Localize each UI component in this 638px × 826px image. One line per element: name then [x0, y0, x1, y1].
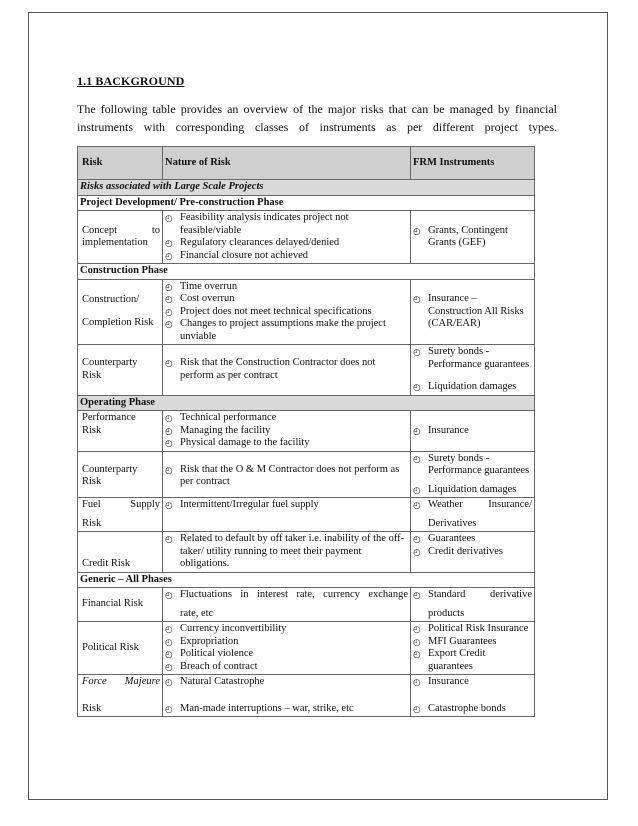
risk-label: Force Majeure [82, 676, 160, 687]
frm-item: Insurance [428, 676, 469, 687]
nature-cell [163, 588, 411, 622]
risk-label: Counterparty [82, 357, 138, 368]
table-row [78, 345, 535, 396]
risk-cell [78, 411, 163, 452]
risk-cell [78, 279, 163, 345]
frm-item: Standard derivative [428, 589, 532, 600]
table-row [78, 411, 535, 452]
risk-label: Performance [82, 412, 136, 423]
clock-bullet-icon: ◴ [413, 225, 421, 236]
intro-line-2: instruments with corresponding classes of instruments as per different project types. [77, 120, 557, 134]
clock-bullet-icon: ◴ [413, 425, 421, 436]
clock-bullet-icon: ◴ [413, 624, 421, 634]
frm-item: Liquidation damages [428, 483, 517, 495]
table-row [78, 532, 535, 573]
nature-item: Changes to project assumptions make the project unviable [180, 318, 386, 342]
phase-construction: Construction Phase [78, 264, 535, 280]
clock-bullet-icon: ◴ [165, 590, 173, 600]
phase-row [78, 195, 535, 211]
risk-cell [78, 345, 163, 396]
table-header-row [78, 147, 535, 180]
table-row [78, 622, 535, 675]
frm-item: Political Risk Insurance [428, 623, 529, 634]
risk-label: Risk [82, 476, 102, 487]
header-nature: Nature of Risk [163, 147, 411, 180]
nature-item: Risk that the Construction Contractor does not perform as per contract [180, 357, 376, 381]
frm-cell [411, 451, 535, 498]
clock-bullet-icon: ◴ [165, 213, 173, 223]
clock-bullet-icon: ◴ [165, 438, 173, 448]
nature-item: Regulatory clearances delayed/denied [180, 237, 340, 248]
clock-bullet-icon: ◴ [413, 546, 421, 557]
nature-item: Natural Catastrophe [180, 676, 265, 687]
nature-item: Currency inconvertibility [180, 623, 287, 634]
clock-bullet-icon: ◴ [165, 425, 173, 436]
nature-cell [163, 451, 411, 498]
nature-cell [163, 675, 411, 717]
clock-bullet-icon: ◴ [165, 677, 173, 687]
frm-item: Surety bonds - Performance guarantees [428, 452, 530, 476]
table-row [78, 498, 535, 532]
clock-bullet-icon: ◴ [165, 294, 173, 304]
nature-item: Man-made interruptions – war, strike, etc [180, 702, 354, 714]
risk-label: Concept to [82, 224, 160, 236]
nature-item: Expropriation [180, 635, 239, 647]
frm-item: MFI Guarantees [428, 635, 497, 647]
nature-item: Project does not meet technical specifications [180, 305, 372, 317]
nature-item: Physical damage to the facility [180, 437, 310, 448]
phase-operating: Operating Phase [78, 395, 535, 411]
clock-bullet-icon: ◴ [165, 238, 173, 248]
frm-cell [411, 532, 535, 573]
nature-cell [163, 498, 411, 532]
phase-row [78, 264, 535, 280]
clock-bullet-icon: ◴ [413, 294, 421, 304]
nature-item: Intermittent/Irregular fuel supply [180, 499, 319, 510]
nature-item: Fluctuations in interest rate, currency exchange [180, 589, 408, 600]
clock-bullet-icon: ◴ [165, 636, 173, 647]
clock-bullet-icon: ◴ [165, 464, 173, 475]
clock-bullet-icon: ◴ [413, 590, 421, 600]
frm-item: Grants, Contingent Grants (GEF) [428, 224, 508, 248]
frm-item: Credit derivatives [428, 545, 503, 557]
frm-cell [411, 345, 535, 396]
nature-item: Time overrun [180, 280, 238, 292]
phase-row [78, 395, 535, 411]
clock-bullet-icon: ◴ [413, 484, 421, 495]
clock-bullet-icon: ◴ [165, 661, 173, 672]
nature-item: Risk that the O & M Contractor does not perform as per contract [180, 463, 400, 487]
risk-cell [78, 675, 163, 717]
risk-label: Risk [82, 424, 102, 436]
table-row [78, 211, 535, 264]
table-row [78, 675, 535, 717]
nature-cell [163, 279, 411, 345]
risk-label: Risk [82, 517, 102, 529]
risk-label: Risk [82, 702, 102, 714]
frm-cell [411, 411, 535, 452]
frm-item: Export Credit guarantees [428, 648, 486, 672]
intro-line-1: The following table provides an overview of the major risks that can be managed by financial [77, 102, 557, 116]
risk-label: Construction/ [82, 294, 140, 306]
phase-generic: Generic – All Phases [78, 572, 535, 588]
frm-cell [411, 588, 535, 622]
table-row [78, 588, 535, 622]
phase-dev: Project Development/ Pre-construction Phase [78, 195, 535, 211]
frm-item: Derivatives [428, 517, 477, 529]
frm-cell [411, 211, 535, 264]
nature-item: rate, etc [180, 607, 214, 619]
clock-bullet-icon: ◴ [165, 358, 173, 368]
frm-item: Catastrophe bonds [428, 702, 506, 714]
clock-bullet-icon: ◴ [413, 636, 421, 647]
risk-cell [78, 588, 163, 622]
clock-bullet-icon: ◴ [413, 649, 421, 659]
clock-bullet-icon: ◴ [165, 250, 173, 261]
risk-cell [78, 211, 163, 264]
table-row [78, 451, 535, 498]
clock-bullet-icon: ◴ [165, 649, 173, 659]
frm-item: products [428, 607, 465, 619]
risk-cell [78, 498, 163, 532]
frm-cell [411, 675, 535, 717]
frm-item: Surety bonds - Performance guarantees [428, 346, 530, 370]
risk-table [77, 146, 535, 717]
nature-cell [163, 411, 411, 452]
section-heading: 1.1 BACKGROUND [77, 74, 185, 88]
phase-row [78, 572, 535, 588]
nature-item: Political violence [180, 648, 254, 659]
nature-item: Related to default by off taker i.e. inability of the off-taker/ utility running to meet their payment obligations. [180, 533, 405, 569]
nature-item: Managing the facility [180, 424, 271, 436]
table-subtitle-row [78, 180, 535, 196]
nature-cell [163, 532, 411, 573]
table-subtitle: Risks associated with Large Scale Projects [78, 180, 535, 196]
clock-bullet-icon: ◴ [165, 500, 173, 510]
table-row [78, 279, 535, 345]
frm-item: Weather Insurance/ [428, 499, 532, 510]
clock-bullet-icon: ◴ [413, 347, 421, 357]
nature-item: Feasibility analysis indicates project not feasible/viable [180, 212, 349, 236]
risk-label: Fuel Supply [82, 499, 160, 510]
clock-bullet-icon: ◴ [413, 382, 421, 392]
nature-cell [163, 211, 411, 264]
risk-label: Counterparty [82, 463, 138, 475]
clock-bullet-icon: ◴ [413, 500, 421, 510]
nature-cell [163, 622, 411, 675]
clock-bullet-icon: ◴ [165, 319, 173, 329]
clock-bullet-icon: ◴ [413, 703, 421, 714]
risk-label: Credit Risk [82, 558, 131, 569]
frm-item: Insurance – Construction All Risks (CAR/EAR) [428, 293, 524, 329]
intro-paragraph [77, 100, 557, 136]
frm-item: Guarantees [428, 533, 476, 544]
clock-bullet-icon: ◴ [165, 281, 173, 292]
header-risk: Risk [78, 147, 163, 180]
clock-bullet-icon: ◴ [413, 453, 421, 464]
risk-label: Political Risk [82, 641, 139, 653]
nature-item: Breach of contract [180, 660, 258, 672]
risk-label: implementation [82, 237, 148, 248]
header-frm: FRM Instruments [411, 147, 535, 180]
clock-bullet-icon: ◴ [413, 534, 421, 544]
risk-cell [78, 622, 163, 675]
nature-cell [163, 345, 411, 396]
clock-bullet-icon: ◴ [165, 703, 173, 714]
frm-cell [411, 498, 535, 532]
nature-item: Financial closure not achieved [180, 249, 308, 261]
frm-cell [411, 279, 535, 345]
risk-cell [78, 451, 163, 498]
clock-bullet-icon: ◴ [165, 413, 173, 423]
clock-bullet-icon: ◴ [165, 306, 173, 317]
risk-label: Risk [82, 369, 102, 381]
nature-item: Cost overrun [180, 293, 235, 304]
risk-label: Financial Risk [82, 598, 143, 610]
risk-cell [78, 532, 163, 573]
frm-cell [411, 622, 535, 675]
frm-item: Insurance [428, 424, 469, 436]
frm-item: Liquidation damages [428, 381, 517, 392]
clock-bullet-icon: ◴ [165, 624, 173, 634]
clock-bullet-icon: ◴ [413, 677, 421, 687]
clock-bullet-icon: ◴ [165, 534, 173, 544]
nature-item: Technical performance [180, 412, 277, 423]
risk-label: Completion Risk [82, 316, 154, 328]
